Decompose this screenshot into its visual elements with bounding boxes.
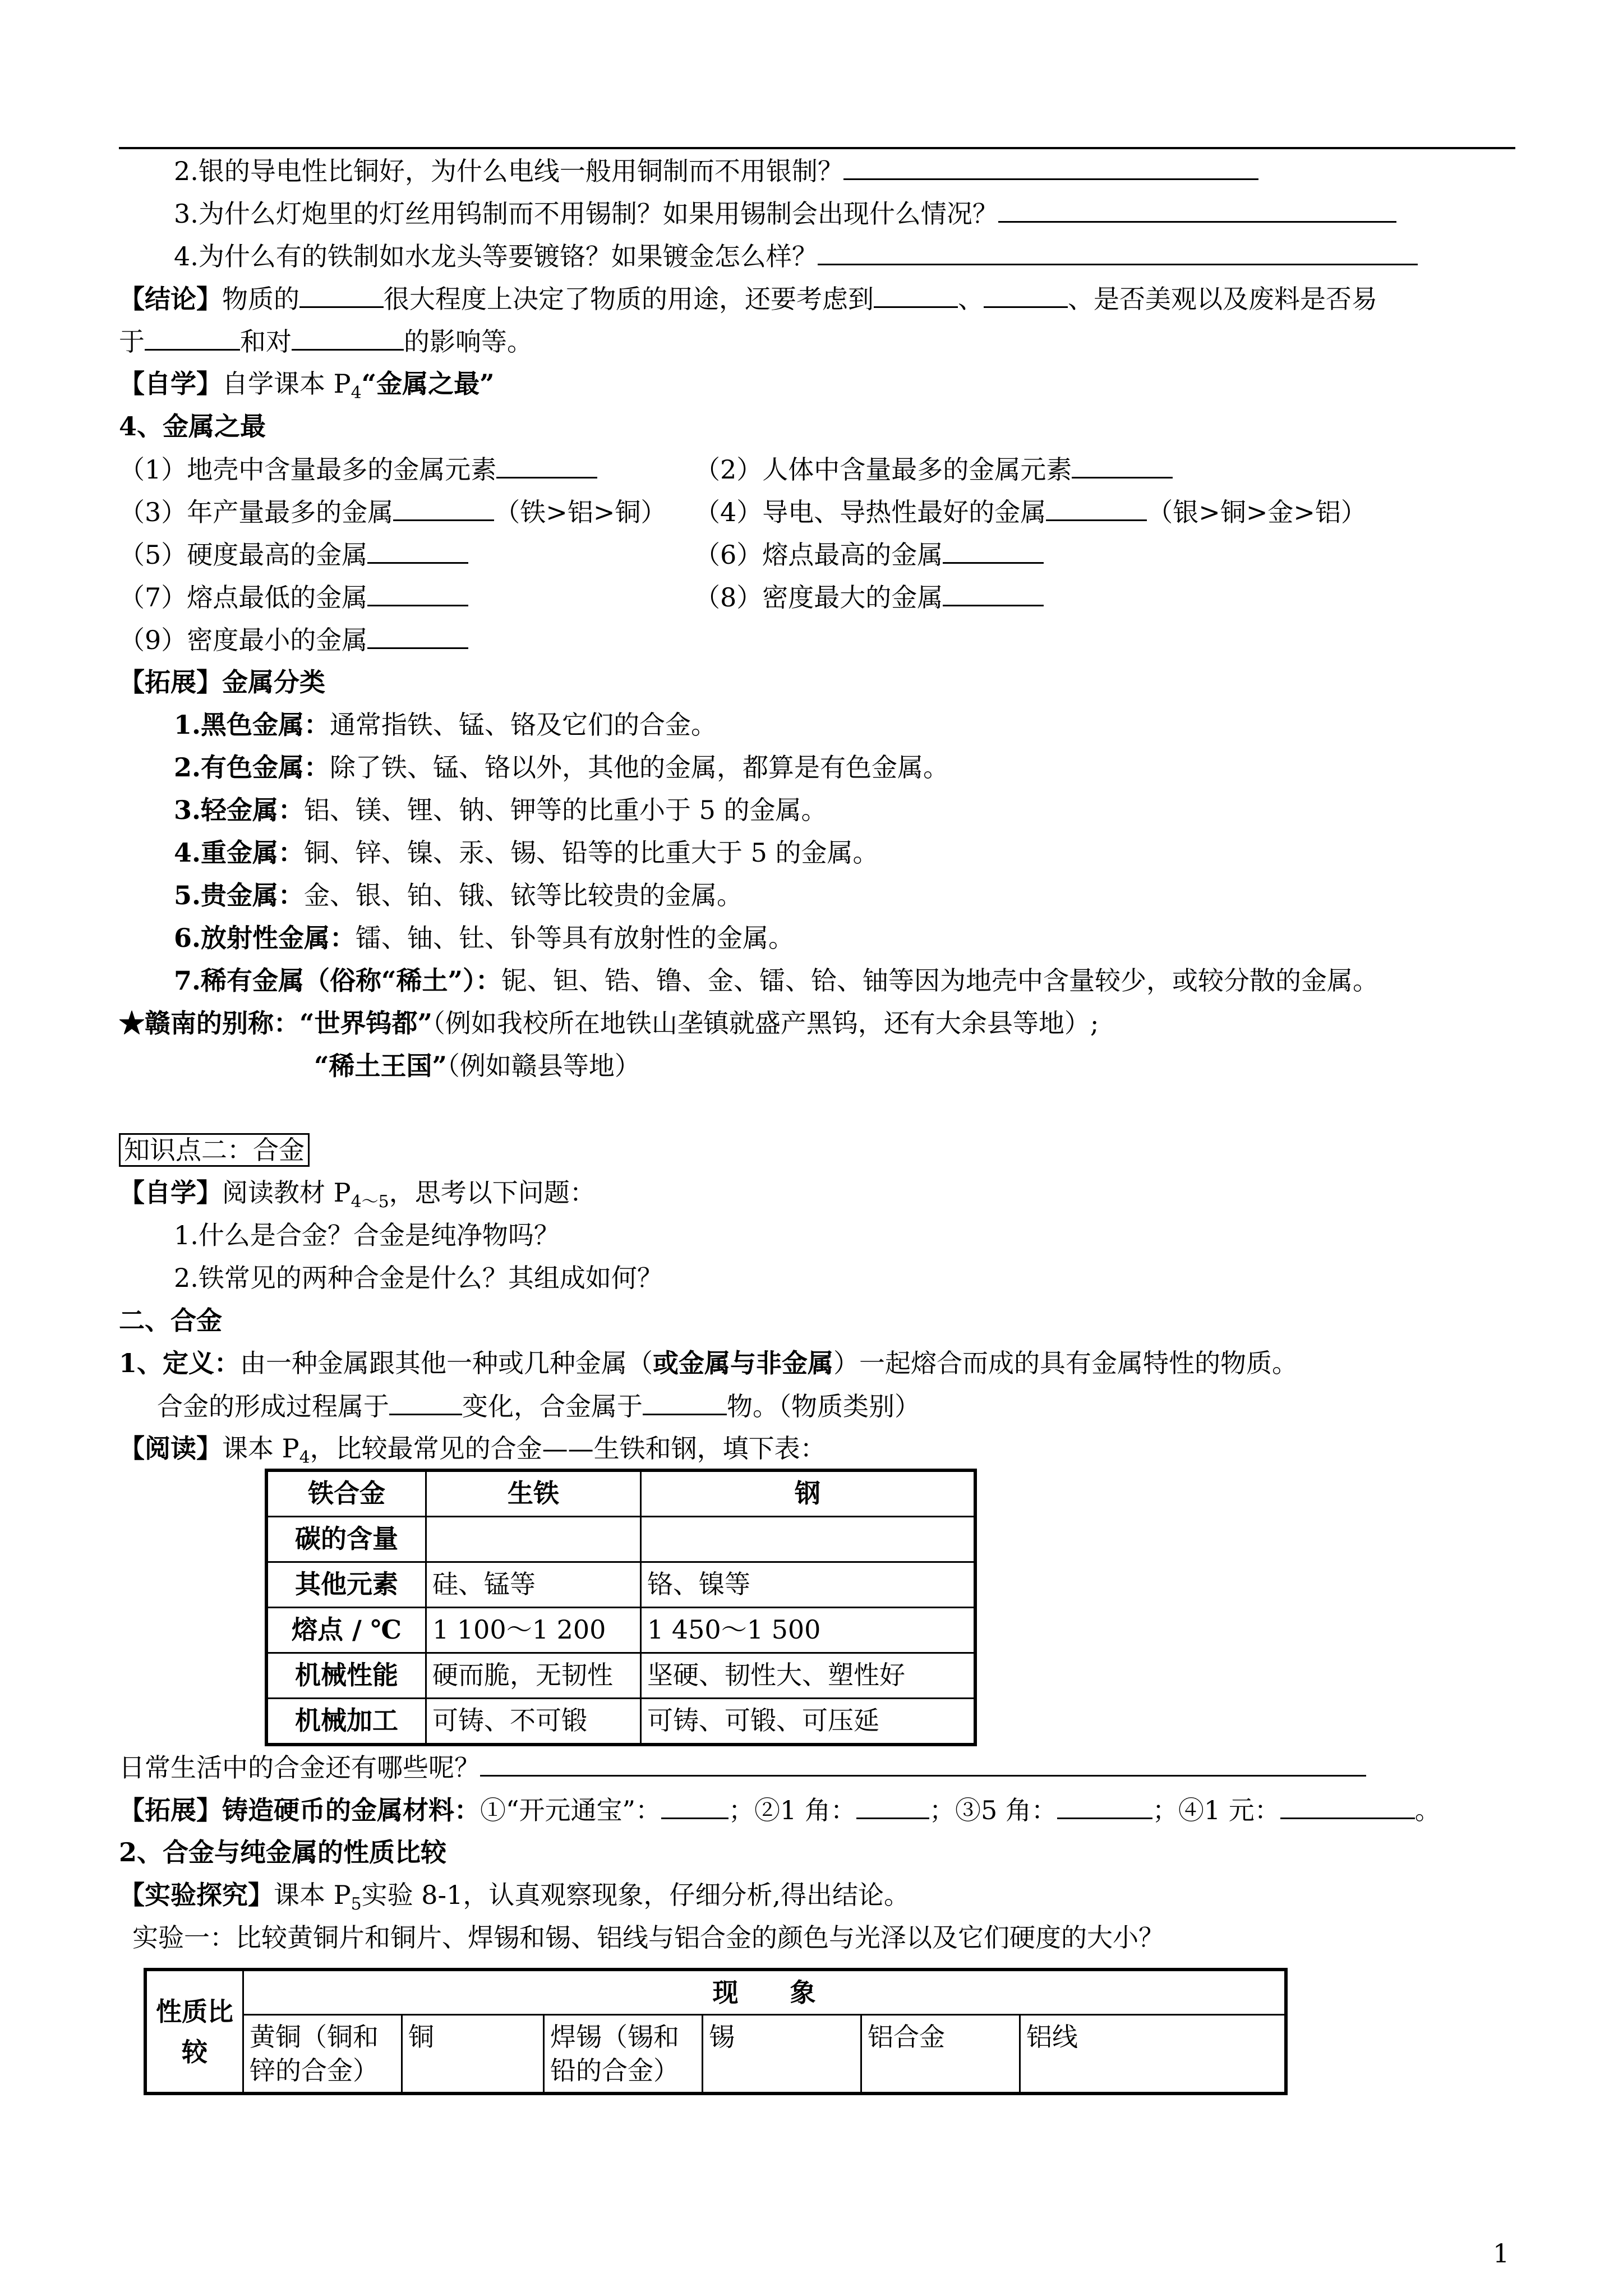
metal-item-8: （8）密度最大的金属 [694, 580, 1044, 614]
iron-alloy-table [265, 1469, 977, 1746]
header-rule [119, 147, 1515, 149]
table-cell: 铜 [402, 2015, 544, 2094]
table-cell: 焊锡（锡和铅的合金） [544, 2015, 703, 2094]
class-4: 4.重金属：铜、锌、镍、汞、锡、铅等的比重大于 5 的金属。 [174, 838, 879, 868]
table-cell: 可铸、不可锻 [426, 1699, 641, 1745]
table-cell: 1 450～1 500 [641, 1608, 976, 1653]
conclusion-line-2: 于 和对 的影响等。 [119, 324, 533, 358]
table-row [266, 1562, 975, 1608]
table-cell: 铬、镍等 [641, 1562, 976, 1608]
self-study-1: 【自学】自学课本 $P_4“$金属之最” [119, 369, 495, 403]
table-cell: 坚硬、韧性大、塑性好 [641, 1653, 976, 1699]
table-row [266, 1517, 975, 1562]
table-cell: 1 100～1 200 [426, 1608, 641, 1653]
metal-item-1: （1）地壳中含量最多的金属元素 [119, 452, 597, 486]
class-1: 1.黑色金属：通常指铁、锰、铬及它们的合金。 [174, 710, 717, 740]
study-question-1: 1.什么是合金？合金是纯净物吗？ [174, 1220, 560, 1250]
phenomenon-header: 现 象 [243, 1970, 1287, 2015]
question-3: 3.为什么灯炮里的灯丝用钨制而不用锡制？如果用锡制会出现什么情况？ [174, 196, 1396, 231]
experiment-1: 实验一：比较黄铜片和铜片、焊锡和锡、铝线与铝合金的颜色与光泽以及它们硬度的大小？ [132, 1922, 1164, 1953]
table-cell: 铝线 [1020, 2015, 1287, 2094]
metal-item-6: （6）熔点最高的金属 [694, 537, 1044, 572]
section-4-title: 4、金属之最 [119, 411, 266, 441]
question-4: 4.为什么有的铁制如水龙头等要镀铬？如果镀金怎么样？ [174, 239, 1418, 273]
study-question-2: 2.铁常见的两种合金是什么？其组成如何？ [174, 1263, 663, 1293]
self-study-2: 【自学】阅读教材 $P_{4\sim 5}$，思考以下问题： [119, 1177, 596, 1212]
table-cell: 可铸、可锻、可压延 [641, 1699, 976, 1745]
conclusion-line-1: 【结论】物质的 很大程度上决定了物质的用途，还要考虑到 、 、是否美观以及废料是否易 [119, 282, 1377, 316]
daily-alloys: 日常生活中的合金还有哪些呢？ [119, 1750, 1366, 1784]
table-row-label: 机械性能 [266, 1653, 426, 1699]
table-header-row [145, 1970, 1286, 2015]
reading-prompt: 【阅读】课本 $P_4$，比较最常见的合金——生铁和钢，填下表： [119, 1433, 826, 1468]
section-2-title: 二、合金 [119, 1305, 222, 1336]
table-row [266, 1699, 975, 1745]
table-cell: 锡 [703, 2015, 861, 2094]
table-cell: 硬而脆，无韧性 [426, 1653, 641, 1699]
table-header-row [266, 1470, 975, 1517]
metal-item-3: （3）年产量最多的金属 （铁>铝>铜） [119, 495, 666, 529]
table-row-label: 其他元素 [266, 1562, 426, 1608]
metal-item-5: （5）硬度最高的金属 [119, 537, 468, 572]
table-header-cell: 铁合金 [266, 1470, 426, 1517]
table-row-label: 熔点 / ℃ [266, 1608, 426, 1653]
table-row [266, 1653, 975, 1699]
class-5: 5.贵金属：金、银、铂、锇、铱等比较贵的金属。 [174, 880, 743, 910]
class-6: 6.放射性金属：镭、铀、钍、钋等具有放射性的金属。 [174, 923, 795, 953]
coin-materials: 【拓展】铸造硬币的金属材料：①“开元通宝”： ；②1 角： ；③5 角： ；④1 元： 。 [119, 1793, 1441, 1827]
definition: 1、定义：由一种金属跟其他一种或几种金属（或金属与非金属）一起熔合而成的具有金属特性的物质。 [119, 1348, 1298, 1378]
table-cell: 黄铜（铜和锌的合金） [243, 2015, 402, 2094]
experiment-prompt: 【实验探究】课本 $P_5$实验 8-1，认真观察现象，仔细分析,得出结论。 [119, 1880, 910, 1915]
table-cell [426, 1517, 641, 1562]
metal-item-2: （2）人体中含量最多的金属元素 [694, 452, 1173, 486]
metal-item-4: （4）导电、导热性最好的金属 （银>铜>金>铝） [694, 495, 1367, 529]
table-row [266, 1608, 975, 1653]
section-2-2-title: 2、合金与纯金属的性质比较 [119, 1837, 447, 1867]
gannan-nickname-1: ★赣南的别称：“世界钨都”（例如我校所在地铁山垄镇就盛产黑钨，还有大余县等地）; [119, 1008, 1099, 1038]
class-3: 3.轻金属：铝、镁、锂、钠、钾等的比重小于 5 的金属。 [174, 795, 827, 825]
table-header-cell: 生铁 [426, 1470, 641, 1517]
property-comparison-table [144, 1968, 1288, 2095]
table-cell [641, 1517, 976, 1562]
question-2: 2.银的导电性比铜好，为什么电线一般用铜制而不用银制？ [174, 154, 1258, 188]
knowledge-point-2: 知识点二：合金 [119, 1133, 310, 1167]
row-header-cell: 性质比较 [145, 1970, 243, 2093]
metal-item-9: （9）密度最小的金属 [119, 623, 468, 657]
metal-item-7: （7）熔点最低的金属 [119, 580, 468, 614]
formation-line: 合金的形成过程属于 变化，合金属于 物。（物质类别） [157, 1389, 920, 1423]
table-cell: 硅、锰等 [426, 1562, 641, 1608]
table-header-cell: 钢 [641, 1470, 976, 1517]
class-7: 7.稀有金属（俗称“稀土”）：铌、钽、锆、镥、金、镭、铪、铀等因为地壳中含量较少，或较分散的金属。 [174, 965, 1378, 996]
table-row-label: 机械加工 [266, 1699, 426, 1745]
table-row [145, 2015, 1286, 2094]
page-number: 1 [1493, 2238, 1510, 2269]
extension-classification: 【拓展】金属分类 [119, 667, 325, 697]
gannan-nickname-2: “稀土王国”（例如赣县等地） [314, 1051, 640, 1081]
table-cell: 铝合金 [861, 2015, 1020, 2094]
table-row-label: 碳的含量 [266, 1517, 426, 1562]
class-2: 2.有色金属：除了铁、锰、铬以外，其他的金属，都算是有色金属。 [174, 752, 949, 783]
